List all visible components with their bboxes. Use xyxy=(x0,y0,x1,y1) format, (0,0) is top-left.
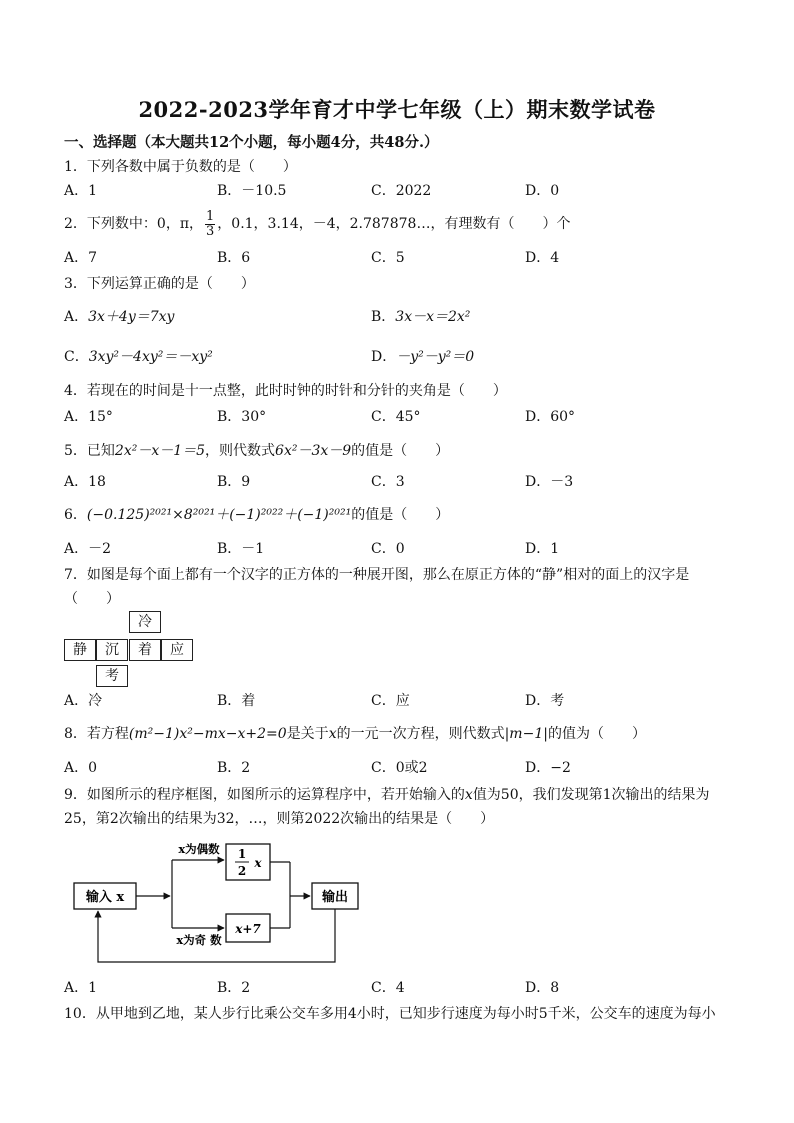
net-cell-2: 沉 xyxy=(96,639,128,661)
option-a-label: A． xyxy=(64,309,89,325)
question-7-paren: （ ） xyxy=(64,591,120,607)
option-b: B．－1 xyxy=(217,541,265,557)
question-4-options xyxy=(64,407,744,427)
flow-plus-label: x+7 xyxy=(235,922,261,936)
flow-half-num: 1 xyxy=(237,847,247,861)
question-2-options xyxy=(64,248,744,268)
option-b-label: B． xyxy=(371,309,396,325)
flowchart-diagram xyxy=(64,838,364,968)
option-b: B．2 xyxy=(217,760,251,776)
option-d: D．−2 xyxy=(525,760,571,776)
option-c: C．0 xyxy=(371,541,405,557)
question-5-stem-a: 5．已知 xyxy=(64,443,115,459)
net-cell-top: 冷 xyxy=(129,611,161,633)
question-7-options xyxy=(64,691,744,711)
question-1-options xyxy=(64,181,744,201)
question-9-line2: 25，第2次输出的结果为32，…，则第2022次输出的结果是（ ） xyxy=(64,811,495,827)
question-8-stem-a: 8．若方程 xyxy=(64,726,129,742)
question-3-options-row2 xyxy=(64,347,744,367)
option-d xyxy=(371,347,474,367)
option-c: C．2022 xyxy=(371,183,432,199)
question-3: 3．下列运算正确的是（ ） xyxy=(64,276,255,292)
question-9-options xyxy=(64,978,744,998)
option-d-label: D． xyxy=(371,349,397,365)
option-c: C．应 xyxy=(371,693,410,709)
question-6-stem: 的值是（ ） xyxy=(351,507,450,523)
question-8 xyxy=(64,724,646,744)
page-title: 2022-2023学年育才中学七年级（上）期末数学试卷 xyxy=(138,97,656,122)
option-a-expr: 3x＋4y＝7xy xyxy=(88,309,175,325)
question-9-line1-a: 9．如图所示的程序框图，如图所示的运算程序中，若开始输入的 xyxy=(64,787,465,803)
question-9-var: x xyxy=(464,787,473,803)
question-5-expr2: 6x²－3x－9 xyxy=(275,443,352,459)
question-3-options-row1 xyxy=(64,307,744,327)
option-d: D．4 xyxy=(525,250,560,266)
flow-output-label: 输出 xyxy=(321,890,349,905)
question-2-stem-b: ，0.1，3.14，－4，2.787878…，有理数有（ ）个 xyxy=(217,216,571,232)
option-a: A．0 xyxy=(64,760,98,776)
question-8-options xyxy=(64,758,744,778)
option-a: A．－2 xyxy=(64,541,112,557)
flow-half-den: 2 xyxy=(237,864,247,878)
frac-den: 3 xyxy=(206,223,215,239)
option-d-expr: －y²－y²＝0 xyxy=(396,349,475,365)
question-7: 7．如图是每个面上都有一个汉字的正方体的一种展开图，那么在原正方体的“静”相对的面上的汉字是 xyxy=(64,567,690,583)
section-heading: 一、选择题（本大题共12个小题，每小题4分，共48分.） xyxy=(64,134,439,151)
option-d: D．－3 xyxy=(525,474,574,490)
option-b: B．6 xyxy=(217,250,251,266)
option-c-expr: 3xy²－4xy²＝－xy² xyxy=(88,349,213,365)
question-1: 1．下列各数中属于负数的是（ ） xyxy=(64,159,297,175)
option-a: A．18 xyxy=(64,474,106,490)
question-4: 4．若现在的时间是十一点整，此时时钟的时针和分针的夹角是（ ） xyxy=(64,383,507,399)
option-b: B．着 xyxy=(217,693,256,709)
option-b: B．9 xyxy=(217,474,251,490)
flow-half-var: x xyxy=(254,856,262,870)
question-6-options xyxy=(64,539,744,559)
option-c-label: C． xyxy=(64,349,89,365)
option-a: A．7 xyxy=(64,250,98,266)
question-2-stem-a: 2．下列数中：0，π， xyxy=(64,216,204,232)
option-c: C．5 xyxy=(371,250,405,266)
flow-even-label: x为偶数 xyxy=(178,842,220,856)
net-cell-3: 着 xyxy=(129,639,161,661)
option-d: D．1 xyxy=(525,541,560,557)
option-d: D．考 xyxy=(525,693,565,709)
option-d: D．8 xyxy=(525,980,560,996)
question-5-stem-b: ，则代数式 xyxy=(205,443,276,459)
question-5-options xyxy=(64,472,744,492)
flow-input-label: 输入 x xyxy=(85,890,125,905)
option-a: A．1 xyxy=(64,980,98,996)
question-5-expr1: 2x²－x－1＝5 xyxy=(114,443,206,459)
fraction-one-third xyxy=(205,210,215,239)
question-8-stem-b: 是关于 xyxy=(286,726,329,742)
option-a xyxy=(64,307,174,327)
option-c: C．0或2 xyxy=(371,760,428,776)
option-b-expr: 3x－x＝2x² xyxy=(395,309,471,325)
question-8-expr: (m²−1)x²−mx−x+2=0 xyxy=(128,726,287,742)
frac-num: 1 xyxy=(206,208,215,224)
option-a: A．1 xyxy=(64,183,98,199)
option-c: C．45° xyxy=(371,409,421,425)
question-2 xyxy=(64,208,570,240)
question-6 xyxy=(64,505,449,525)
question-5 xyxy=(64,441,449,461)
option-c: C．3 xyxy=(371,474,405,490)
net-cell-1: 静 xyxy=(64,639,96,661)
option-d: D．0 xyxy=(525,183,560,199)
option-b: B．－10.5 xyxy=(217,183,287,199)
question-8-var: x xyxy=(328,726,337,742)
question-10: 10．从甲地到乙地，某人步行比乘公交车多用4小时，已知步行速度为每小时5千米，公交车的速度为每小 xyxy=(64,1006,716,1022)
flow-odd-label: x为奇 数 xyxy=(176,933,222,947)
question-9-line1-b: 值为50，我们发现第1次输出的结果为 xyxy=(472,787,710,803)
option-b: B．2 xyxy=(217,980,251,996)
option-b xyxy=(371,307,470,327)
option-d: D．60° xyxy=(525,409,576,425)
option-a: A．冷 xyxy=(64,693,103,709)
question-9-line1 xyxy=(64,785,710,805)
net-cell-4: 应 xyxy=(161,639,193,661)
question-6-number: 6． xyxy=(64,507,87,523)
question-5-stem-c: 的值是（ ） xyxy=(351,443,450,459)
option-a: A．15° xyxy=(64,409,113,425)
question-8-abs: |m−1| xyxy=(504,726,548,742)
option-b: B．30° xyxy=(217,409,267,425)
net-cell-bottom: 考 xyxy=(96,665,128,687)
question-6-expr: (−0.125)²⁰²¹×8²⁰²¹＋(−1)²⁰²²＋(−1)²⁰²¹ xyxy=(86,507,352,523)
question-8-stem-c: 的一元一次方程，则代数式 xyxy=(336,726,505,742)
option-c: C．4 xyxy=(371,980,405,996)
option-c xyxy=(64,347,213,367)
question-8-stem-d: 的值为（ ） xyxy=(547,726,646,742)
